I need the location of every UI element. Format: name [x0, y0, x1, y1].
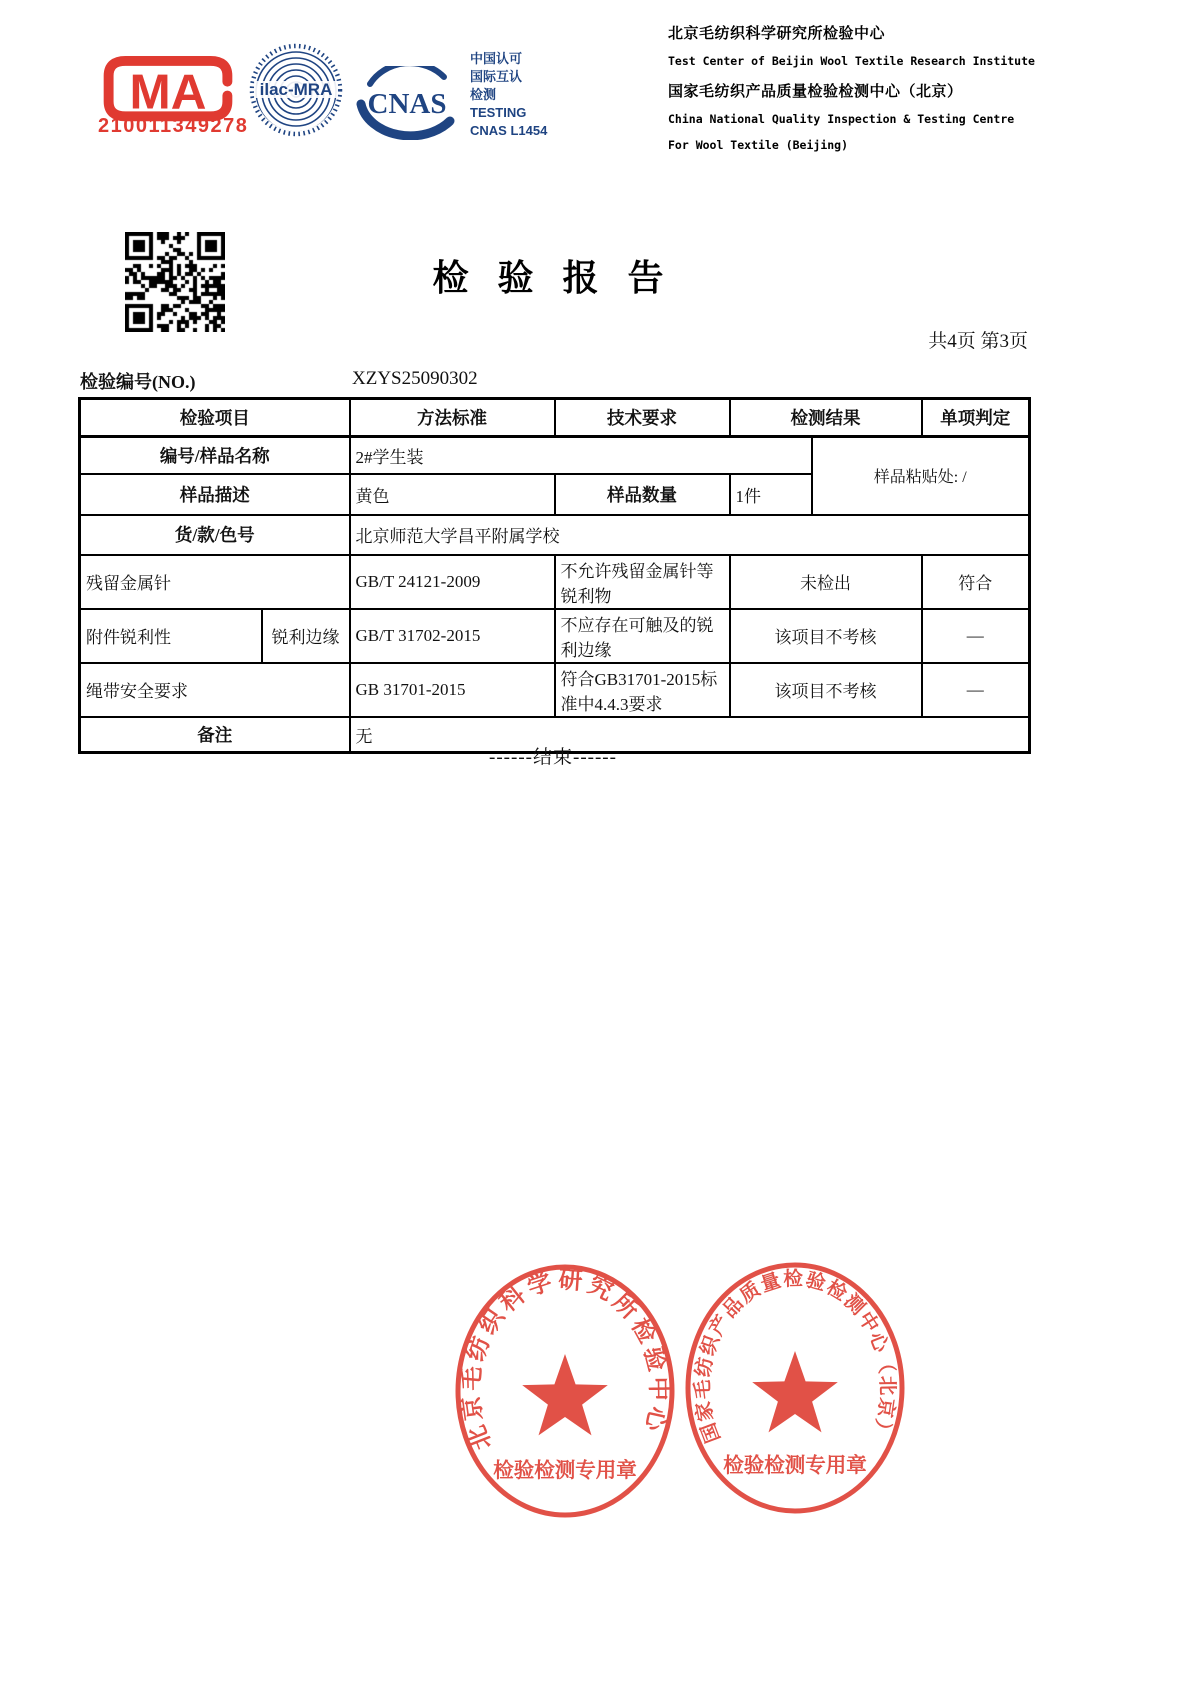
stamp-star-icon	[752, 1351, 838, 1432]
institute-name-cn: 北京毛纺织科学研究所检验中心	[668, 25, 886, 42]
item-method: GB/T 24121-2009	[350, 555, 555, 609]
item-judgement: —	[922, 609, 1030, 663]
col-header-requirement: 技术要求	[555, 399, 730, 437]
stamp-bottom-text: 检验检测专用章	[493, 1459, 637, 1482]
col-header-method: 方法标准	[350, 399, 555, 437]
item-method: GB/T 31702-2015	[350, 609, 555, 663]
sample-qty-label: 样品数量	[555, 474, 730, 515]
stamp-arc-text: 北京毛纺织科学研究所检验中心	[457, 1266, 673, 1454]
item-requirement: 不允许残留金属针等锐利物	[555, 555, 730, 609]
page-indicator: 共4页 第3页	[928, 331, 1028, 352]
cnas-caption	[470, 50, 580, 140]
item-requirement: 不应存在可触及的锐利边缘	[555, 609, 730, 663]
sample-paste-area: 样品粘贴处: /	[812, 437, 1030, 515]
stamp-bottom-text: 检验检测专用章	[723, 1454, 867, 1477]
item-judgement: —	[922, 663, 1030, 717]
col-header-result: 检测结果	[730, 399, 922, 437]
institute-name2-en: China National Quality Inspection & Testing Centre	[668, 112, 1015, 126]
stamp-arc-text: 国家毛纺织产品质量检验检测中心（北京）	[691, 1267, 899, 1446]
cnas-caption-line: TESTING	[470, 105, 527, 120]
item-subname: 锐利边缘	[262, 609, 350, 663]
remark-label: 备注	[80, 717, 350, 753]
report-no-label: 检验编号(NO.)	[80, 372, 196, 392]
sample-desc-label: 样品描述	[80, 474, 350, 515]
item-name: 附件锐利性	[80, 609, 262, 663]
item-name: 绳带安全要求	[80, 663, 350, 717]
item-result: 该项目不考核	[730, 609, 922, 663]
official-stamp-left	[452, 1260, 678, 1522]
end-marker: ------结束------	[489, 747, 617, 768]
item-method: GB 31701-2015	[350, 663, 555, 717]
sample-lot-value: 北京师范大学昌平附属学校	[350, 515, 1030, 555]
item-judgement: 符合	[922, 555, 1030, 609]
sample-name-row	[80, 437, 1030, 474]
sample-lot-label: 货/款/色号	[80, 515, 350, 555]
cnas-letters: CNAS	[367, 88, 447, 120]
institute-name2-en2: For Wool Textile (Beijing)	[668, 138, 849, 152]
item-row	[80, 555, 1030, 609]
item-row	[80, 663, 1030, 717]
institute-name-en: Test Center of Beijin Wool Textile Research Institute	[668, 54, 1035, 68]
remark-value: 无	[350, 717, 1030, 753]
cnas-logo-icon	[356, 66, 460, 140]
stamp-star-icon	[522, 1354, 608, 1435]
cnas-caption-line: CNAS L1454	[470, 123, 548, 138]
sample-lot-row	[80, 515, 1030, 555]
item-row	[80, 609, 1030, 663]
cnas-caption-line: 中国认可	[470, 51, 523, 66]
sample-desc-value: 黄色	[350, 474, 555, 515]
institute-name2-cn: 国家毛纺织产品质量检验检测中心（北京）	[668, 83, 963, 100]
item-requirement: 符合GB31701-2015标准中4.4.3要求	[555, 663, 730, 717]
report-title: 检 验 报 告	[432, 258, 674, 298]
sample-qty-value: 1件	[730, 474, 812, 515]
ilac-letters: ilac-MRA	[259, 80, 333, 99]
sample-name-label: 编号/样品名称	[80, 437, 350, 474]
table-header-row	[80, 399, 1030, 437]
cma-certificate-number: 210011349278	[98, 115, 249, 137]
item-result: 未检出	[730, 555, 922, 609]
col-header-item: 检验项目	[80, 399, 350, 437]
inspection-table	[78, 397, 1031, 754]
cma-letters: MA	[129, 64, 207, 120]
sample-name-value: 2#学生装	[350, 437, 812, 474]
institute-header	[668, 22, 1138, 164]
report-no-value: XZYS25090302	[352, 368, 478, 389]
cnas-caption-line: 国际互认	[470, 69, 523, 84]
cnas-caption-line: 检测	[470, 87, 497, 102]
official-stamp-right	[682, 1258, 908, 1518]
cnas-top-swoosh	[370, 66, 444, 84]
item-name: 残留金属针	[80, 555, 350, 609]
col-header-judgement: 单项判定	[922, 399, 1030, 437]
ilac-mra-logo-icon	[248, 42, 344, 138]
item-result: 该项目不考核	[730, 663, 922, 717]
